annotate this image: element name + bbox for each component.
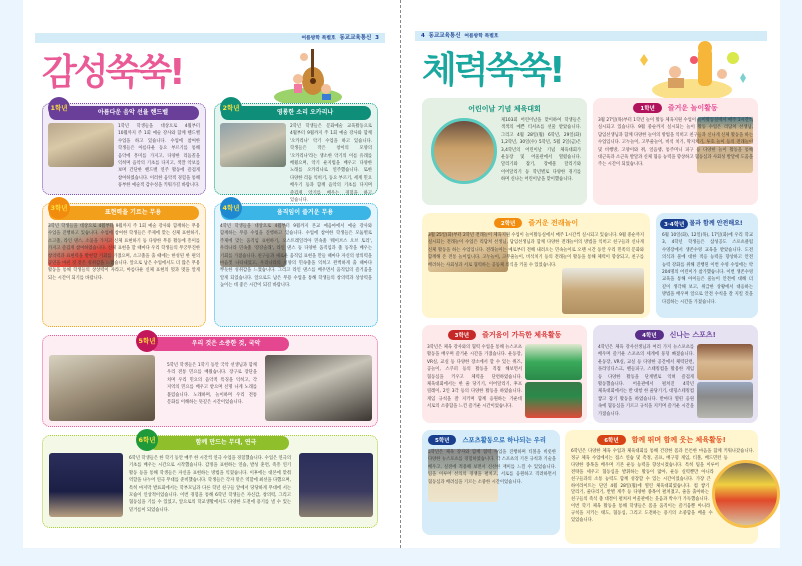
page-number: 3 <box>375 35 379 41</box>
section-title: 함께 만드는 무대, 연극 <box>149 436 289 450</box>
page-number: 4 <box>421 33 425 39</box>
page-title: 감성쑥쑥! <box>42 52 183 93</box>
grade34-swimming-card <box>656 213 758 318</box>
section-text: 4학년 학생들을 대상으로 4월부터 9월까지 본교 예음마에서 예술 강사와 함께하는 무용 수업을 진행하고 있습니다. 수업에 참여한 학생들은 모둠별로 주제에 맞는 움직임 표현하기, 오스트레일리아 민속춤 '웨이브스 오브 토리', 우리나라 민속춤 '강강술래', 라인 댄스 등 다양한 움직임과 춤 동작을 배우는 기회를 가졌습니다. 친구들과 새로운 움직임 표현을 만들 때마다 자신의 창의력을 마음껏 나타내었고, 우리나라의 서양의 민속춤을 익히고 완벽하게 출 때마다 뿌듯한 성취감을 느꼈습니다. 그리고 라인 댄스를 배우면서 움직임의 즐거움을 알게 되었습니다. 앞으로도 남은 무용 수업을 통해 학생들의 창의력과 상상력을 높이는 데 좋은 시간이 되길 바랍니다. <box>220 224 372 289</box>
grade5-sports-card <box>422 430 560 535</box>
newsletter-name: 동교교육통신 <box>339 35 372 41</box>
section-text: 제103회 어린이날을 맞이하여 학생들은 색색의 예쁜 티셔츠를 선물 받았습니다. 그리고 4월 28일(월) 6학년, 29일(화) 1,2학년, 30일(수) 5학년, 5월 2일(금)은 3,4학년의 어린이날 기념 체육대회가 운동장 및 어울관에서 열렸습니다. 달리기와 잡기, 장애물 달리기와 이어달리기 등 학년별로 다양한 경기를 하며 신나는 어린이날을 맞이했습니다. <box>501 118 581 183</box>
grade5-gugak-card <box>42 335 378 427</box>
page-title: 체력쑥쑥! <box>422 50 563 91</box>
gugak-class-photo-1 <box>49 355 155 421</box>
grade-badge: 3·4학년 <box>660 219 688 229</box>
grade-badge: 3학년 <box>48 197 70 219</box>
grade2-ocarina-card <box>214 103 378 204</box>
section-title: 스포츠활동으로 하나되는 우리 <box>462 437 546 444</box>
issue-label: 여름방학 특별호 <box>301 36 336 41</box>
sports-class-photo-2 <box>525 382 582 418</box>
section-text: 5학년은 체육 강사와 함께 협력 수업을 진행하며 티볼을 비롯한 다양한 뉴스포츠를 경험하였습니다. 각 스포츠의 기본 규칙과 기술을 배우고, 실전에 적용해 보면서 신선한 재미를 느낄 수 있었습니다. 팀을 이루어 선의의 경쟁을 펼치고, 서로를 응원하고 격려하면서 협동심과 배려심을 기르는 소중한 시간이었습니다. <box>428 450 556 485</box>
section-heading <box>593 103 758 113</box>
section-text: 2학년 학생들은 문화예술 교육활동으로 4월부터 9월까지 주 1회 예술 강사와 함께 '오카리나' 악기 수업을 하고 있습니다. 학생들은 작은 창이의 모양의 '오카리나'라는 생소한 악기의 이름 유래를 배웠으며, 악기 운지법을 배우고 다양한 노래를 오카리나로 연주했습니다. 또한 다양한 리듬 익히기, 동요 부르기, 세계 민요 배우기 등과 함께 음악의 기초를 다지며 즐겁게 악기를 배우는 경험을 하고 있습니다. <box>290 124 372 204</box>
grade4-dance-card <box>214 203 378 327</box>
section-heading <box>565 435 758 445</box>
section-title: 함께 뛰며 함께 웃는 체육활동! <box>631 436 726 444</box>
sports-class-photo-1 <box>525 344 582 380</box>
section-text: 6학년은 다양한 체육 수업과 체육대회를 통해 건강한 몸과 튼튼한 마음을 함께 키워나갔습니다. 정규 체육 수업에서는 접스 연습 및 측정, 골프, 배구형 게임, 티볼, 배드민턴 등 다양한 종목을 배우며 기본 운동 능력을 향상시켰습니다. 특히 팀을 이루어 전략을 세우고 협동심을 발휘하는 활동이 많아, 운동 실력뿐만 아니라 친구들과의 소통 능력도 함께 성장할 수 있는 시간이었습니다. 가장 큰 하이라이트는 단연 4월 28일(월)에 열린 체육대회였습니다. 컵 쌓기 달리기, 줄다리기, 반별 계주 등 다양한 종목이 펼쳐졌고, 줄을 출아하는 친구들의 즉석 춤 대결이 펼쳐져 어울관에는 웃음과 박수가 가득했습니다. 이번 학기 체육 활동을 통해 학생들은 몸을 움직이는 즐거움뿐 아니라 규칙을 지키는 태도, 협동심, 그리고 도전하는 용기의 소중함을 배울 수 있었습니다. <box>571 449 754 524</box>
grade2-traditional-play-card <box>422 213 650 318</box>
grade-badge: 6학년 <box>136 429 158 451</box>
grade-badge: 5학년 <box>428 435 456 445</box>
grade-badge: 4학년 <box>220 197 242 219</box>
new-sports-photo-2 <box>697 382 753 418</box>
section-heading <box>593 330 758 340</box>
section-title: 움직임이 즐거운 무용 <box>221 206 371 220</box>
section-text: 4학년은 체육 강사선생님과 여러 가지 뉴스포츠를 배우며 즐거운 스포츠의 세계에 풍덩 빠졌습니다. 운동장, VR실, 교실 등 다양한 공간에서 체력단련, 플라잉디스크, 핸들피구, 스태킹컵을 활용한 게임 등 다양한 활동을 단계별로 익혀 즐겁게 활동했습니다. 어울관에서 펼쳐진 4학년 체육대회에서는 반 대항 한 줄당기기, 대형스테킹컵 쌓고 잡기 활동을 하였습니다. 반마다 열띤 응원 속에 협동심을 기르고 규칙을 지키며 즐거운 시간을 가졌습니다. <box>598 345 694 417</box>
page-fold <box>400 0 401 548</box>
section-heading <box>422 218 650 228</box>
ocarina-class-photo <box>220 123 286 167</box>
section-title: 표현력을 기르는 무용 <box>49 206 199 220</box>
section-heading <box>428 435 546 445</box>
section-title: 어린이날 기념 체육대회 <box>468 105 541 113</box>
grade-badge: 3학년 <box>448 330 476 340</box>
section-title: 즐거운 놀이활동 <box>667 104 718 112</box>
section-title: 영롱한 소리 오카리나 <box>221 106 371 120</box>
issue-label: 여름방학 특별호 <box>464 34 499 39</box>
grade-badge: 6학년 <box>597 435 625 445</box>
kids-giraffe-illustration <box>630 38 754 102</box>
sports-day-circle-photo <box>431 118 497 184</box>
grade-badge: 1학년 <box>633 103 661 113</box>
section-text: 3월 25일(화)부터 2학년 전래놀이 체육지원 수업이 놀이활동실에서 매주 1시간씩 실시되고 있습니다. 9월 중순까지 실시되는 전래놀이 수업은 리담쳐 선생님, 담임선생님과 함께 다양한 전래놀이의 방법을 익히고 친구들과 신나게 신체 활동을 하는 수업입니다. 전래놀이는 예로부터 전해 내려오는 민속놀이로 오랜 시간 동안 우리 민족의 문화와 함께해 온 전통 놀이입니다. 고누놀이, 고무줄놀이, 비석치기 등의 전래놀이 활동을 통해 체력이 향상되고, 친구를 배려하는 사회성과 서로 협력하는 공동체 의식을 키울 수 있었습니다. <box>428 233 644 268</box>
section-text: 6월 10일(화), 12일(목), 17일(화)에 우리 학교 3, 4학년 학생들은 삼성공도 스포츠클럽 수영장에서 생존수영 교육을 받았습니다. 도전 의식과 물에 대한 적응 능력을 향상하고 안전 능력 강화를 위해 진행된 이번 수영 수업에는 약 204명의 어린이가 참가했습니다. 이번 생존수영 교육을 통해 아이들은 물놀이 안전에 대해 더 깊이 생각해 보고, 위급한 상황에서 대응하는 방법을 배우며 앞으로 안전 수칙을 잘 지킬 것을 다짐하는 시간을 가졌습니다. <box>662 233 753 305</box>
section-heading <box>660 218 743 229</box>
new-sports-photo-1 <box>697 344 753 380</box>
gugak-class-photo-2 <box>265 355 372 421</box>
section-title: 즐거운 전래놀이 <box>528 219 579 227</box>
theater-rehearsal-photo <box>49 453 123 517</box>
section-text: 1학년 학생들을 대상으로 4월부터 10월까지 주 1회 예술 강사와 함께 핸드벨 수업을 하고 있습니다. 수업에 참여한 학생들은 아름다운 동요 부르기를 통해 음악에 흥미를 가지고, 다양한 리듬꼴을 익히며 음악의 기초를 다지고, 색깔 악보를 보며 간단한 핸드벨 연주 활동에 즐겁게 참여하였습니다. 이러한 음악적 경험을 통해 풍부한 예술적 감수성을 키워가길 바랍니다. <box>118 124 200 189</box>
grade-badge: 5학년 <box>136 330 158 352</box>
section-text: 3학년 학생들을 대상으로 4월부터 9월까지 주 1회 예술 강사와 함께하는 무용 수업을 진행하고 있습니다. 수업에 참여한 학생들은 주제에 맞는 신체 표현하기, 소고춤, 라인 댄스, 소품을 가지고 신체 표현하기 등 다양한 무용 활동에 흥미를 가지고 즐겁게 참여하였습니다. 신체 표현을 할 때마다 우리 학생들의 무궁무진한 창의력과 표현력을 발현할 기회를 가졌으며, 소고춤을 출 때에는 한성된 한 편의 공연을 마친 것 같은 성취감을 느꼈습니다. 앞으로 남은 수업에서도 더 많은 무용 활동을 통해 학생들의 상상력이 자라고, 아름다운 신체 표현의 멋과 멋을 알게 되는 시간이 되기를 바랍니다. <box>48 224 200 281</box>
section-text: 6학년 학생들은 한 학기 동안 매주 한 시간씩 연극 수업을 경험했습니다. 수업은 연극의 기초를 배우는 시간으로 시작했습니다. 감정을 표현하는 연습, 발성 훈련, 즉흥 연기 활동 등을 통해 학생들은 자신을 표현하는 방법을 익혔습니다. 이후에는 대본에 맞춰 역할을 나누어 연극 무대를 준비했습니다. 학생들은 각자 맡은 역할에 최선을 다했으며, 특히 마지막 발표회에서는 학부모님과 다른 학년 친구들 앞에서 당당하게 무대에 서는 모습이 인상적이었습니다. 이번 경험을 통해 6학년 학생들은 자신감, 창의력, 그리고 협동심을 기를 수 있었고, 앞으로의 학교생활에서도 다양한 도전에 용기를 낼 수 있는 밑거름이 되었습니다. <box>129 456 291 513</box>
newsletter-name: 동교교육통신 <box>428 33 461 39</box>
section-title: 신나는 스포츠! <box>669 331 716 339</box>
section-text: 5학년 학생들은 1학기 동안 국악 선생님과 함께 우리 전통 민요를 배웠습니다. 장구로 장단을 치며 우리 민요의 음악적 특징을 익히고, 각 지역의 민요를 배우고 받으며 신명 나게 노래를 불렀습니다. 노래하며, 놀이하며 우리 전통 문화를 이해하는 뜻깊은 시간이었습니다. <box>167 363 257 406</box>
grade6-theater-card <box>42 435 378 528</box>
section-title: 우리 것은 소중한 것, 국악 <box>149 337 289 351</box>
section-text: 3월 27일(목)부터 1학년 놀이 활동 체육지원 수업이 놀이활동실에서 매주 1시간씩 실시되고 있습니다. 9월 중순까지 실시되는 놀이 활동 수업은 리담쳐 선생님, 담임선생님과 함께 다양한 놀이의 방법을 익히고 친구들과 신나게 신체 활동을 하는 수업입니다. 고누놀이, 고무줄놀이, 비석 치기, 딱지치기, 투호 놀이 등의 전래놀이 및 비행방, 고양이와 쥐, 얼음땡, 통주머니 피구 등 다양한 놀이 활동을 통해 대근육과 소근육 발달과 신체 협응 능력을 향상하고 협동심과 사회성 발달에 도움을 주는 시간이 되었습니다. <box>598 118 753 168</box>
section-title: 물과 함께 안전해요! <box>689 220 743 227</box>
section-title: 아름다운 음악 선율 핸드벨 <box>49 106 199 120</box>
left-header <box>35 33 385 43</box>
grade-badge: 2학년 <box>494 218 522 228</box>
grade3-dance-card <box>42 203 206 327</box>
section-text: 3학년은 체육 강사와의 협력 수업을 통해 뉴스포츠 활동을 배우며 즐거운 시간을 가졌습니다. 운동장, VR실, 교실 등 다양한 장소에서 할 수 있는 퀴즈, 공놀이, 스쿠퍼 등의 활동을 직접 해보면서 협동심을 키우고 체력을 단련하였습니다. 체육대회에서는 한 줄 당기기, 이어달리기, 후프 릴레이, 2인 3각 등의 다양한 활동을 하였습니다. 게임 규칙을 잘 지키며 함께 응원하는 가운데 서로의 소중함을 느낀 즐거운 시간이었습니다. <box>427 345 522 410</box>
grade3-sports-card <box>422 325 587 423</box>
grade1-play-card <box>593 98 758 205</box>
grade4-sports-card <box>593 325 758 423</box>
guitar-kids-illustration <box>268 45 348 107</box>
relay-race-circle-photo <box>712 460 780 528</box>
section-title: 즐거움이 가득한 체육활동 <box>482 331 562 339</box>
handbell-class-photo <box>48 123 114 167</box>
grade-badge: 1학년 <box>48 97 70 119</box>
grade-badge: 2학년 <box>220 97 242 119</box>
theater-performance-photo <box>299 453 373 517</box>
grade-badge: 4학년 <box>635 330 663 340</box>
grade1-music-card <box>42 103 206 195</box>
childrens-day-card <box>422 98 587 205</box>
section-heading <box>422 330 587 340</box>
